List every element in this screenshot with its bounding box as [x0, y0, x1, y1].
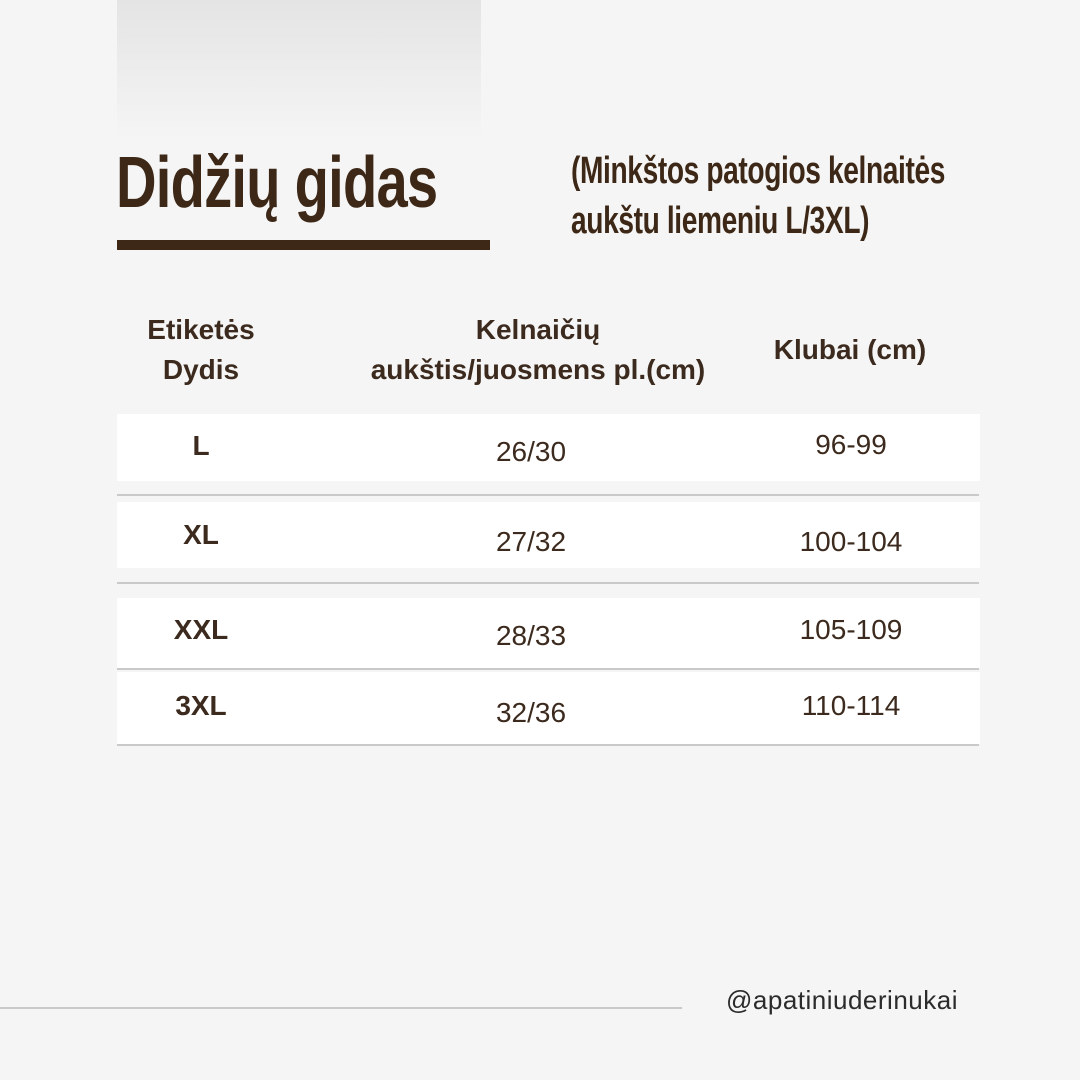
size-cell: XL — [183, 519, 219, 550]
column-header-size-line-1: Etiketės — [147, 314, 255, 345]
hips-cell: 96-99 — [815, 429, 887, 460]
column-header-waist-line-2: aukštis/juosmens pl.(cm) — [370, 354, 706, 385]
size-cell: XXL — [173, 614, 229, 645]
footer-divider — [0, 1007, 682, 1009]
row-divider — [117, 494, 979, 496]
page-subtitle — [571, 146, 985, 246]
size-cell: L — [192, 430, 210, 461]
hips-cell: 110-114 — [801, 690, 901, 721]
hips-cell: 100-104 — [799, 526, 903, 557]
table-row — [117, 598, 980, 668]
column-header-hips: Klubai (cm) — [773, 334, 927, 365]
subtitle-line-1: (Minkštos patogios kelnaitės — [571, 150, 946, 192]
column-header-waist-line-1: Kelnaičių — [475, 314, 601, 345]
size-cell: 3XL — [175, 690, 227, 721]
row-divider — [117, 668, 979, 670]
column-header-size-line-2: Dydis — [162, 354, 240, 385]
waist-cell: 28/33 — [495, 620, 567, 651]
social-handle: @apatiniuderinukai — [726, 985, 958, 1015]
row-divider — [117, 744, 979, 746]
table-row — [117, 414, 980, 481]
hips-cell: 105-109 — [799, 614, 903, 645]
waist-cell: 32/36 — [495, 697, 567, 728]
page-title: Didžių gidas — [116, 143, 438, 223]
table-row — [117, 672, 980, 744]
title-underline — [117, 240, 490, 250]
column-header-waist — [330, 310, 746, 390]
subtitle-line-2: aukštu liemeniu L/3XL) — [571, 200, 870, 242]
waist-cell: 26/30 — [495, 436, 567, 467]
table-row — [117, 502, 980, 568]
column-header-size — [117, 310, 285, 390]
row-divider — [117, 582, 979, 584]
waist-cell: 27/32 — [495, 526, 567, 557]
top-gradient-panel — [117, 0, 481, 140]
